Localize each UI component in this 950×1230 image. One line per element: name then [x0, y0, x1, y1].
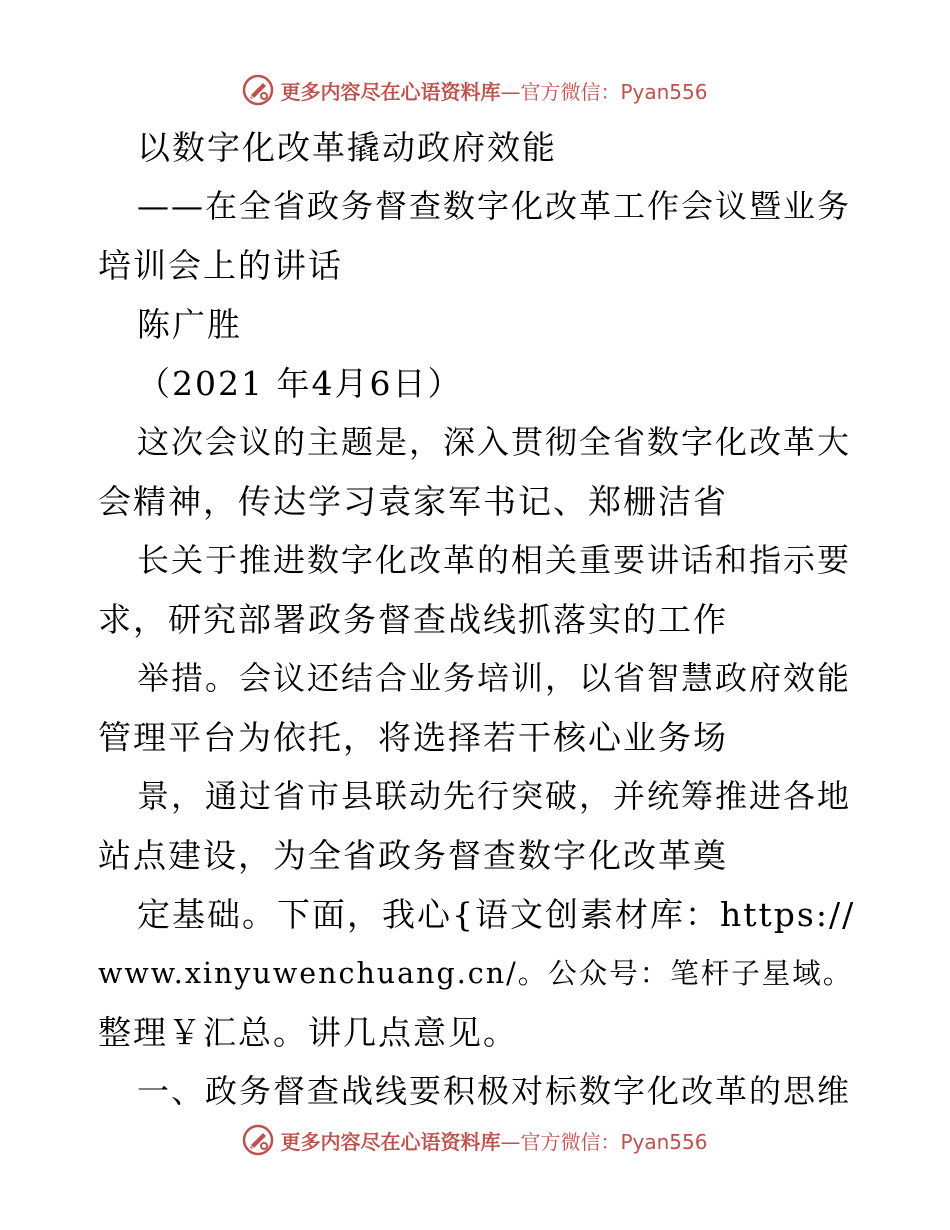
watermark-text: [280, 76, 707, 105]
watermark-header: [0, 70, 950, 110]
text-line: ——在全省政务督查数字化改革工作会议暨业务: [137, 187, 852, 225]
brand-logo-icon: [242, 74, 274, 106]
text-line: 景，通过省市县联动先行突破，并统筹推进各地: [137, 777, 852, 815]
text-line: www.xinyuwenchuang.cn/。公众号：笔杆子星域。: [98, 957, 854, 990]
watermark-footer: [0, 1120, 950, 1160]
watermark-contact: —官方微信：Pyan556: [500, 1129, 708, 1154]
text-line: 一、政务督查战线要积极对标数字化改革的思维: [137, 1072, 852, 1110]
text-line: 这次会议的主题是，深入贯彻全省数字化改革大: [137, 423, 852, 461]
watermark-contact: —官方微信：Pyan556: [500, 79, 708, 104]
text-line: 以数字化改革撬动政府效能: [137, 128, 557, 167]
text-line: 定基础。下面，我心{语文创素材库：https://: [137, 895, 856, 934]
text-line: 管理平台为依托，将选择若干核心业务场: [98, 718, 728, 757]
text-line: （2021 年4月6日）: [137, 364, 463, 403]
text-line: 培训会上的讲话: [98, 246, 343, 285]
text-line: 会精神，传达学习袁家军书记、郑栅洁省: [98, 482, 728, 521]
watermark-text: [280, 1126, 707, 1155]
brand-logo-icon: [242, 1124, 274, 1156]
text-line: 举措。会议还结合业务培训，以省智慧政府效能: [137, 659, 852, 697]
text-line: 陈广胜: [137, 305, 242, 344]
watermark-brand: 更多内容尽在心语资料库: [280, 79, 501, 104]
document-body: [98, 118, 858, 1121]
text-line: 求，研究部署政务督查战线抓落实的工作: [98, 600, 728, 639]
text-line: 站点建设，为全省政务督查数字化改革奠: [98, 836, 728, 875]
text-line: 长关于推进数字化改革的相关重要讲话和指示要: [137, 541, 852, 579]
watermark-brand: 更多内容尽在心语资料库: [280, 1129, 501, 1154]
text-line: 整理￥汇总。讲几点意见。: [98, 1013, 518, 1052]
